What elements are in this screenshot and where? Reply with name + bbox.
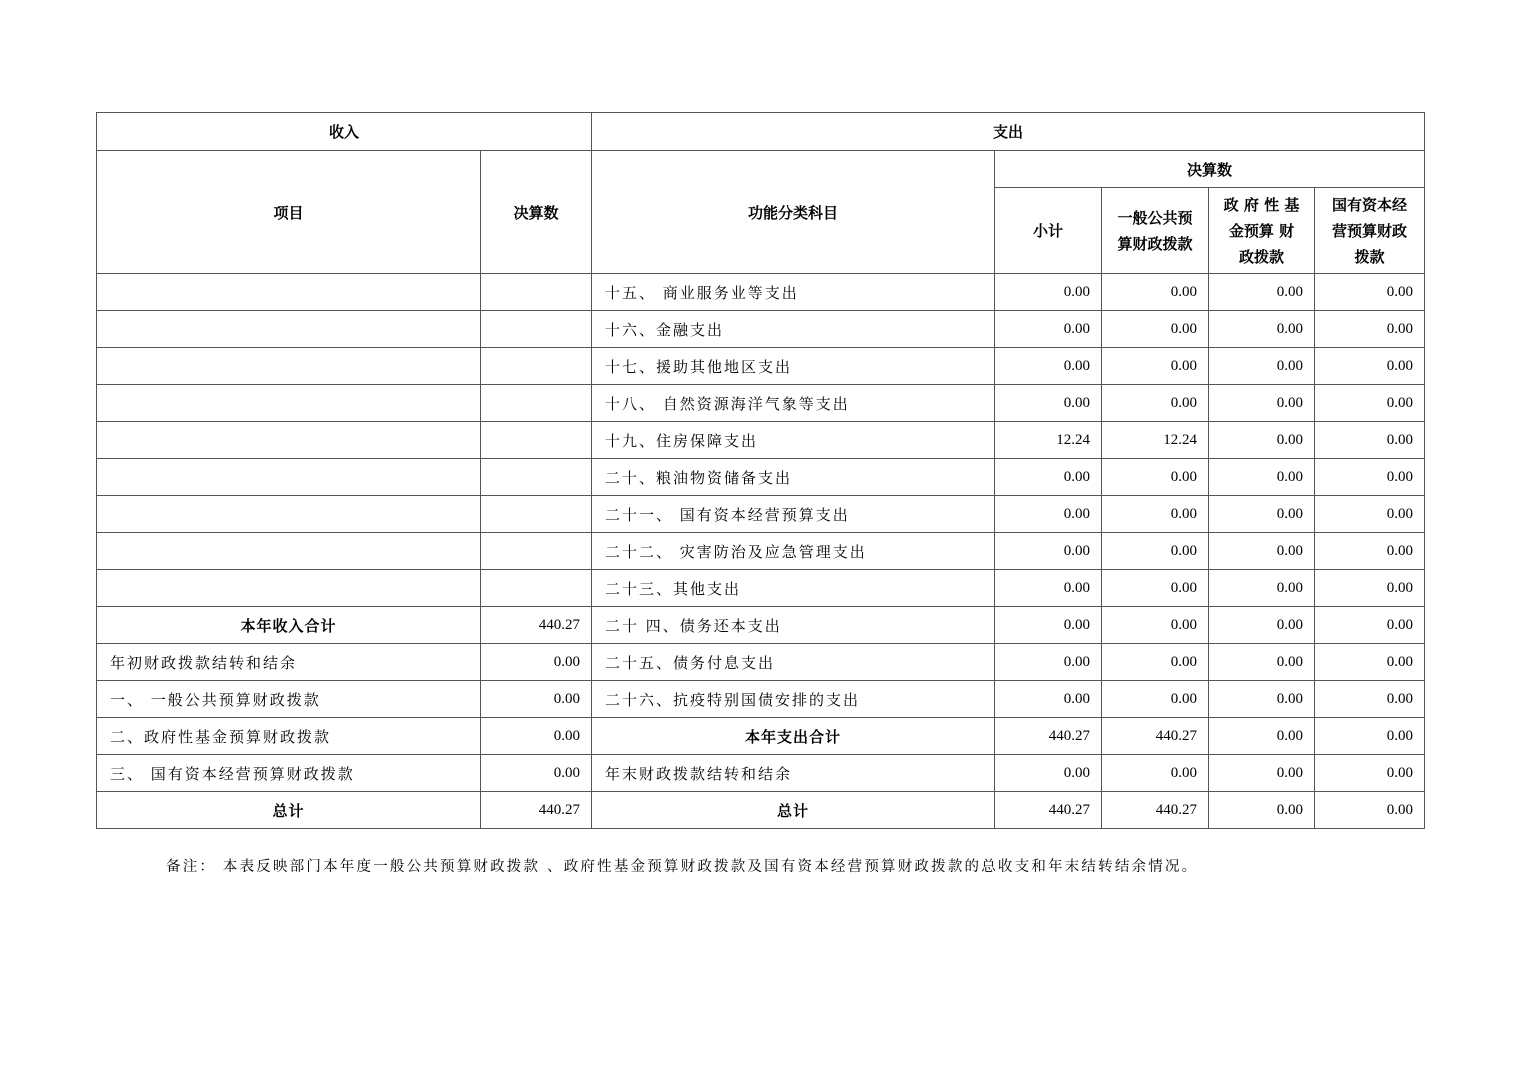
subtotal-cell: 0.00 xyxy=(995,607,1102,644)
income-item-cell: 一、 一般公共预算财政拨款 xyxy=(97,681,481,718)
subtotal-cell: 0.00 xyxy=(995,459,1102,496)
expense-item-cell: 十六、金融支出 xyxy=(592,311,995,348)
subtotal-header: 小计 xyxy=(995,188,1102,274)
table-row xyxy=(97,570,1425,607)
income-item-cell xyxy=(97,570,481,607)
expense-item-cell: 十五、 商业服务业等支出 xyxy=(592,274,995,311)
income-item-cell xyxy=(97,311,481,348)
subtotal-cell: 0.00 xyxy=(995,644,1102,681)
state-capital-cell: 0.00 xyxy=(1315,607,1425,644)
gov-fund-cell: 0.00 xyxy=(1209,459,1315,496)
gov-fund-cell: 0.00 xyxy=(1209,385,1315,422)
state-capital-cell: 0.00 xyxy=(1315,422,1425,459)
expense-item-cell: 十八、 自然资源海洋气象等支出 xyxy=(592,385,995,422)
state-capital-cell: 0.00 xyxy=(1315,533,1425,570)
final-amount-group-header: 决算数 xyxy=(995,151,1425,188)
income-item-cell xyxy=(97,274,481,311)
table-row xyxy=(97,681,1425,718)
gov-fund-cell: 0.00 xyxy=(1209,533,1315,570)
gov-fund-cell: 0.00 xyxy=(1209,311,1315,348)
general-budget-cell: 0.00 xyxy=(1102,385,1209,422)
gov-fund-cell: 0.00 xyxy=(1209,644,1315,681)
expense-item-cell: 二十一、 国有资本经营预算支出 xyxy=(592,496,995,533)
general-budget-cell: 0.00 xyxy=(1102,348,1209,385)
income-item-cell: 三、 国有资本经营预算财政拨款 xyxy=(97,755,481,792)
state-capital-cell: 0.00 xyxy=(1315,385,1425,422)
gov-fund-cell: 0.00 xyxy=(1209,718,1315,755)
table-row xyxy=(97,459,1425,496)
table-row xyxy=(97,348,1425,385)
income-amount-cell xyxy=(481,422,592,459)
income-item-cell: 本年收入合计 xyxy=(97,607,481,644)
general-budget-cell: 0.00 xyxy=(1102,644,1209,681)
income-amount-cell: 440.27 xyxy=(481,792,592,829)
subtotal-cell: 440.27 xyxy=(995,792,1102,829)
general-budget-cell: 0.00 xyxy=(1102,274,1209,311)
subtotal-cell: 0.00 xyxy=(995,311,1102,348)
income-item-cell xyxy=(97,459,481,496)
state-capital-header: 国有资本经营预算财政拨款 xyxy=(1315,188,1425,274)
income-item-cell xyxy=(97,496,481,533)
expense-item-cell: 二十六、抗疫特别国债安排的支出 xyxy=(592,681,995,718)
state-capital-cell: 0.00 xyxy=(1315,792,1425,829)
fiscal-appropriation-table xyxy=(96,112,1425,829)
general-budget-cell: 0.00 xyxy=(1102,681,1209,718)
header-row-2 xyxy=(97,151,1425,188)
income-amount-cell xyxy=(481,496,592,533)
header-row-1 xyxy=(97,113,1425,151)
subtotal-cell: 0.00 xyxy=(995,755,1102,792)
table-row xyxy=(97,607,1425,644)
income-amount-cell xyxy=(481,311,592,348)
subtotal-cell: 0.00 xyxy=(995,348,1102,385)
income-amount-cell xyxy=(481,385,592,422)
expense-item-cell: 十九、住房保障支出 xyxy=(592,422,995,459)
table-row xyxy=(97,533,1425,570)
state-capital-cell: 0.00 xyxy=(1315,644,1425,681)
gov-fund-cell: 0.00 xyxy=(1209,422,1315,459)
income-amount-cell xyxy=(481,348,592,385)
table-row xyxy=(97,422,1425,459)
state-capital-cell: 0.00 xyxy=(1315,718,1425,755)
income-amount-cell xyxy=(481,570,592,607)
table-row xyxy=(97,718,1425,755)
subtotal-cell: 0.00 xyxy=(995,681,1102,718)
income-header: 收入 xyxy=(97,113,592,151)
state-capital-cell: 0.00 xyxy=(1315,755,1425,792)
general-budget-cell: 0.00 xyxy=(1102,755,1209,792)
subtotal-cell: 0.00 xyxy=(995,496,1102,533)
final-amount-header: 决算数 xyxy=(481,151,592,274)
state-capital-cell: 0.00 xyxy=(1315,311,1425,348)
table-row xyxy=(97,644,1425,681)
footnote: 备注： 本表反映部门本年度一般公共预算财政拨款 、政府性基金预算财政拨款及国有资本经营预算财政拨款的总收支和年末结转结余情况。 xyxy=(166,859,1199,875)
income-amount-cell: 440.27 xyxy=(481,607,592,644)
expense-item-cell: 二十三、其他支出 xyxy=(592,570,995,607)
expense-header: 支出 xyxy=(592,113,1425,151)
function-category-header: 功能分类科目 xyxy=(592,151,995,274)
income-amount-cell: 0.00 xyxy=(481,644,592,681)
gov-fund-cell: 0.00 xyxy=(1209,274,1315,311)
income-amount-cell: 0.00 xyxy=(481,718,592,755)
income-item-cell xyxy=(97,422,481,459)
income-amount-cell xyxy=(481,274,592,311)
table-row xyxy=(97,385,1425,422)
income-item-cell: 二、政府性基金预算财政拨款 xyxy=(97,718,481,755)
expense-item-cell: 年末财政拨款结转和结余 xyxy=(592,755,995,792)
expense-item-cell: 本年支出合计 xyxy=(592,718,995,755)
gov-fund-cell: 0.00 xyxy=(1209,792,1315,829)
table-row xyxy=(97,755,1425,792)
expense-item-cell: 二十 四、债务还本支出 xyxy=(592,607,995,644)
general-budget-cell: 0.00 xyxy=(1102,607,1209,644)
gov-fund-cell: 0.00 xyxy=(1209,496,1315,533)
subtotal-cell: 0.00 xyxy=(995,385,1102,422)
subtotal-cell: 12.24 xyxy=(995,422,1102,459)
gov-fund-cell: 0.00 xyxy=(1209,570,1315,607)
item-header: 项目 xyxy=(97,151,481,274)
general-budget-cell: 440.27 xyxy=(1102,718,1209,755)
general-budget-cell: 0.00 xyxy=(1102,459,1209,496)
income-amount-cell xyxy=(481,533,592,570)
expense-item-cell: 十七、援助其他地区支出 xyxy=(592,348,995,385)
subtotal-cell: 0.00 xyxy=(995,533,1102,570)
income-amount-cell: 0.00 xyxy=(481,755,592,792)
table-row xyxy=(97,274,1425,311)
table-row xyxy=(97,311,1425,348)
state-capital-cell: 0.00 xyxy=(1315,496,1425,533)
general-budget-cell: 440.27 xyxy=(1102,792,1209,829)
income-item-cell xyxy=(97,385,481,422)
income-item-cell: 总计 xyxy=(97,792,481,829)
gov-fund-cell: 0.00 xyxy=(1209,607,1315,644)
gov-fund-cell: 0.00 xyxy=(1209,755,1315,792)
general-budget-header: 一般公共预算财政拨款 xyxy=(1102,188,1209,274)
general-budget-cell: 0.00 xyxy=(1102,570,1209,607)
gov-fund-cell: 0.00 xyxy=(1209,348,1315,385)
state-capital-cell: 0.00 xyxy=(1315,570,1425,607)
income-amount-cell: 0.00 xyxy=(481,681,592,718)
expense-item-cell: 二十二、 灾害防治及应急管理支出 xyxy=(592,533,995,570)
expense-item-cell: 二十五、债务付息支出 xyxy=(592,644,995,681)
subtotal-cell: 440.27 xyxy=(995,718,1102,755)
state-capital-cell: 0.00 xyxy=(1315,348,1425,385)
general-budget-cell: 0.00 xyxy=(1102,311,1209,348)
expense-item-cell: 二十、粮油物资储备支出 xyxy=(592,459,995,496)
gov-fund-cell: 0.00 xyxy=(1209,681,1315,718)
general-budget-cell: 0.00 xyxy=(1102,496,1209,533)
income-item-cell xyxy=(97,533,481,570)
general-budget-cell: 0.00 xyxy=(1102,533,1209,570)
expense-item-cell: 总计 xyxy=(592,792,995,829)
subtotal-cell: 0.00 xyxy=(995,274,1102,311)
subtotal-cell: 0.00 xyxy=(995,570,1102,607)
table-body xyxy=(97,274,1425,829)
income-amount-cell xyxy=(481,459,592,496)
gov-fund-header: 政 府 性 基金预算 财政拨款 xyxy=(1209,188,1315,274)
income-item-cell xyxy=(97,348,481,385)
table-row xyxy=(97,496,1425,533)
income-item-cell: 年初财政拨款结转和结余 xyxy=(97,644,481,681)
state-capital-cell: 0.00 xyxy=(1315,459,1425,496)
state-capital-cell: 0.00 xyxy=(1315,681,1425,718)
general-budget-cell: 12.24 xyxy=(1102,422,1209,459)
state-capital-cell: 0.00 xyxy=(1315,274,1425,311)
table-row xyxy=(97,792,1425,829)
